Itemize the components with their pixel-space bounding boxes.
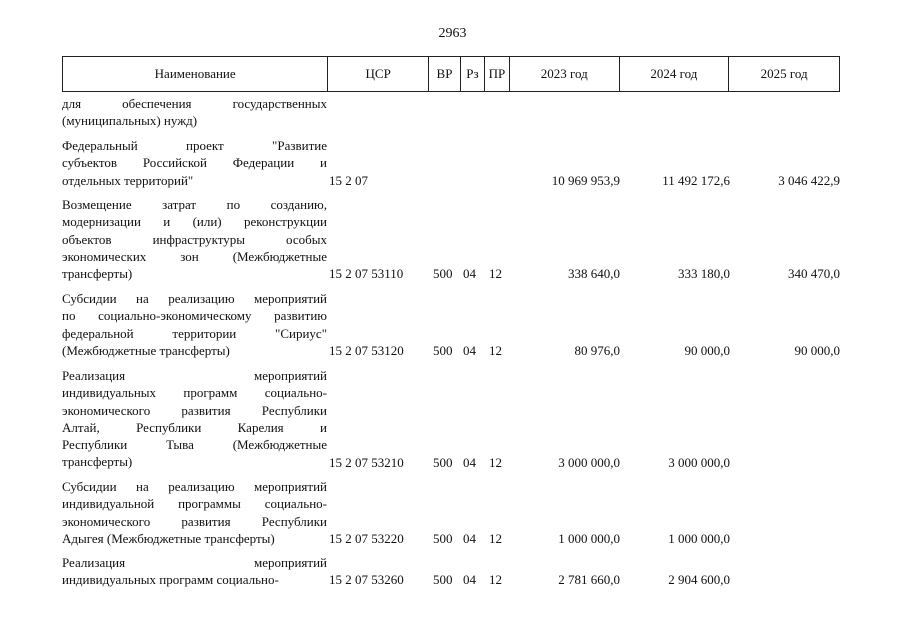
row-vr: 500 bbox=[433, 530, 453, 546]
header-2023: 2023 год bbox=[510, 57, 620, 91]
table-header bbox=[62, 56, 840, 92]
row-name-line: модернизации и (или) реконструкции bbox=[62, 214, 327, 230]
header-vr: ВР bbox=[429, 57, 461, 91]
header-csr: ЦСР bbox=[328, 57, 429, 91]
row-vr: 500 bbox=[433, 572, 453, 588]
row-value-2023: 338 640,0 bbox=[568, 266, 620, 282]
row-name bbox=[62, 95, 327, 130]
row-value-2024: 90 000,0 bbox=[684, 342, 730, 358]
row-name-line: (муниципальных) нужд) bbox=[62, 113, 198, 129]
row-name-line: Субсидии на реализацию мероприятий bbox=[62, 479, 327, 494]
row-value-2025: 340 470,0 bbox=[788, 266, 840, 282]
row-vr: 500 bbox=[433, 342, 453, 358]
row-name-line: (Межбюджетные трансферты) bbox=[62, 342, 230, 358]
row-csr: 15 2 07 53220 bbox=[329, 530, 404, 546]
row-name-line: индивидуальных программ социально- bbox=[62, 385, 327, 401]
row-name-line: трансферты) bbox=[62, 454, 133, 470]
row-name-line: федеральной территории "Сириус" bbox=[62, 325, 327, 341]
row-name-line: по социально-экономическому развитию bbox=[62, 308, 327, 324]
row-csr: 15 2 07 53110 bbox=[329, 266, 404, 282]
row-rz: 04 bbox=[463, 454, 476, 470]
row-value-2025: 3 046 422,9 bbox=[778, 172, 840, 188]
row-value-2023: 2 781 660,0 bbox=[558, 572, 620, 588]
row-name-line: экономического развития Республики bbox=[62, 402, 327, 418]
row-pr: 12 bbox=[489, 266, 502, 282]
row-name-line: Реализация мероприятий bbox=[62, 555, 327, 570]
row-value-2023: 10 969 953,9 bbox=[551, 172, 620, 188]
row-name-line: Республики Тыва (Межбюджетные bbox=[62, 437, 327, 453]
row-name bbox=[62, 196, 327, 282]
row-name-line: субъектов Российской Федерации и bbox=[62, 155, 327, 171]
page-number: 2963 bbox=[438, 26, 467, 41]
row-vr: 500 bbox=[433, 266, 453, 282]
row-vr: 500 bbox=[433, 454, 453, 470]
row-value-2024: 333 180,0 bbox=[678, 266, 730, 282]
row-value-2023: 1 000 000,0 bbox=[558, 530, 620, 546]
row-name-line: экономического развития Республики bbox=[62, 513, 327, 529]
row-name-line: трансферты) bbox=[62, 266, 133, 282]
row-name-line: индивидуальных программ социально- bbox=[62, 572, 279, 588]
row-value-2024: 3 000 000,0 bbox=[668, 454, 730, 470]
row-name-line: индивидуальной программы социально- bbox=[62, 496, 327, 512]
header-2025: 2025 год bbox=[760, 66, 808, 81]
row-name-line: отдельных территорий" bbox=[62, 172, 194, 188]
row-value-2023: 3 000 000,0 bbox=[558, 454, 620, 470]
row-pr: 12 bbox=[489, 454, 502, 470]
row-name-line: Федеральный проект "Развитие bbox=[62, 138, 327, 153]
row-rz: 04 bbox=[463, 572, 476, 588]
header-name: Наименование bbox=[63, 57, 328, 91]
header-2024: 2024 год bbox=[620, 57, 730, 91]
row-rz: 04 bbox=[463, 266, 476, 282]
row-name-line: экономических зон (Межбюджетные bbox=[62, 248, 327, 264]
row-pr: 12 bbox=[489, 342, 502, 358]
row-value-2023: 80 976,0 bbox=[574, 342, 620, 358]
header-pr: ПР bbox=[485, 57, 510, 91]
row-name bbox=[62, 367, 327, 471]
row-name bbox=[62, 478, 327, 547]
row-name bbox=[62, 554, 327, 589]
row-name-line: Алтай, Республики Карелия и bbox=[62, 419, 327, 435]
row-value-2024: 11 492 172,6 bbox=[662, 172, 730, 188]
row-rz: 04 bbox=[463, 342, 476, 358]
row-pr: 12 bbox=[489, 530, 502, 546]
row-name-line: для обеспечения государственных bbox=[62, 96, 327, 111]
row-name-line: Возмещение затрат по созданию, bbox=[62, 197, 327, 212]
row-name-line: Субсидии на реализацию мероприятий bbox=[62, 291, 327, 306]
row-csr: 15 2 07 53210 bbox=[329, 454, 404, 470]
row-rz: 04 bbox=[463, 530, 476, 546]
row-name-line: Адыгея (Межбюджетные трансферты) bbox=[62, 530, 275, 546]
header-rz: Рз bbox=[461, 57, 485, 91]
row-name bbox=[62, 290, 327, 359]
row-value-2024: 1 000 000,0 bbox=[668, 530, 730, 546]
row-csr: 15 2 07 bbox=[329, 172, 368, 188]
row-value-2024: 2 904 600,0 bbox=[668, 572, 730, 588]
row-csr: 15 2 07 53120 bbox=[329, 342, 404, 358]
row-name-line: Реализация мероприятий bbox=[62, 368, 327, 383]
row-pr: 12 bbox=[489, 572, 502, 588]
row-csr: 15 2 07 53260 bbox=[329, 572, 404, 588]
row-name-line: объектов инфраструктуры особых bbox=[62, 231, 327, 247]
row-name bbox=[62, 137, 327, 189]
row-value-2025: 90 000,0 bbox=[794, 342, 840, 358]
